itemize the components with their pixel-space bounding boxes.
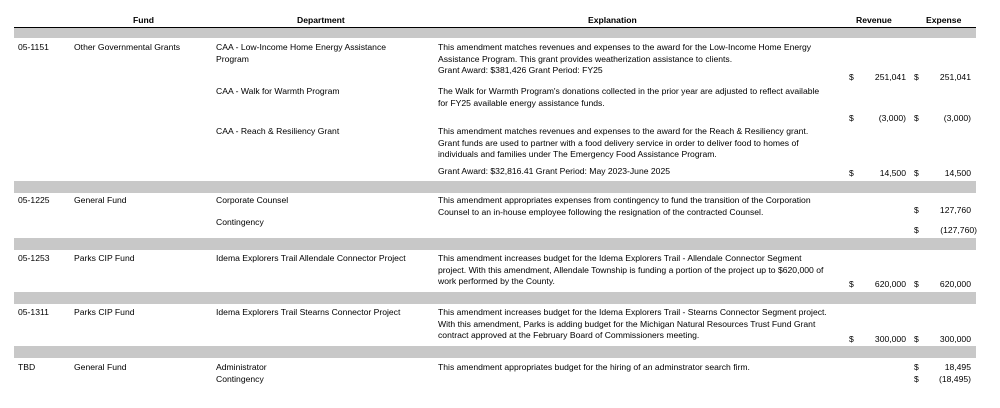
- separator-band: [14, 28, 976, 38]
- separator-band: [14, 292, 976, 304]
- currency-symbol: $: [849, 168, 854, 178]
- expense-value: 14,500: [944, 168, 971, 178]
- currency-symbol: $: [849, 334, 854, 344]
- currency-symbol: $: [849, 113, 854, 123]
- revenue-value: 300,000: [874, 334, 906, 344]
- revenue-value: (3,000): [878, 113, 906, 123]
- expense-value: (127,760): [940, 225, 977, 235]
- currency-symbol: $: [914, 72, 919, 82]
- fund-id: 05-1311: [18, 307, 49, 317]
- explanation-text: This amendment matches revenues and expenses to the award for the Reach & Resiliency grant. Grant funds are used to partner with a food delivery service in order to deliver food to homes of individuals and families under The Emergency Food Assistance Program.: [438, 126, 809, 159]
- fund-id: 05-1151: [18, 42, 49, 52]
- fund-name: General Fund: [74, 362, 127, 372]
- separator-band: [14, 181, 976, 193]
- fund-name: Parks CIP Fund: [74, 253, 135, 263]
- currency-symbol: $: [849, 72, 854, 82]
- explanation-text: The Walk for Warmth Program's donations collected in the prior year are adjusted to reflect available for FY25 available energy assistance funds.: [438, 86, 820, 108]
- header-fund: Fund: [133, 15, 154, 25]
- header-revenue: Revenue: [856, 15, 892, 25]
- department-name: Administrator: [216, 362, 267, 372]
- currency-symbol: $: [849, 279, 854, 289]
- expense-value: (3,000): [943, 113, 971, 123]
- department-name: Idema Explorers Trail Allendale Connector Project: [216, 253, 406, 263]
- currency-symbol: $: [914, 113, 919, 123]
- department-name: Contingency: [216, 217, 264, 227]
- currency-symbol: $: [914, 362, 919, 372]
- explanation-text: This amendment appropriates budget for the hiring of an adminstrator search firm.: [438, 362, 750, 372]
- expense-value: 620,000: [939, 279, 971, 289]
- explanation-text: This amendment increases budget for the Idema Explorers Trail - Stearns Connector Segment project. With this amendment, Parks is adding budget for the Michigan Natural Resources Trust Fund Grant contract approved at the February Board of Commissioners meeting.: [438, 307, 827, 340]
- explanation-grant-info: Grant Award: $381,426 Grant Period: FY25: [438, 65, 603, 75]
- currency-symbol: $: [914, 205, 919, 215]
- expense-value: 251,041: [939, 72, 971, 82]
- revenue-value: 14,500: [879, 168, 906, 178]
- fund-id: 05-1253: [18, 253, 50, 263]
- department-name: Corporate Counsel: [216, 195, 289, 205]
- header-explanation: Explanation: [588, 15, 637, 25]
- expense-value: (18,495): [938, 374, 971, 384]
- revenue-value: 620,000: [874, 279, 906, 289]
- department-name: CAA - Low-Income Home Energy Assistance Program: [216, 42, 387, 64]
- fund-name: General Fund: [74, 195, 127, 205]
- header-expense: Expense: [926, 15, 962, 25]
- department-name: Contingency: [216, 374, 264, 384]
- department-name: CAA - Reach & Resiliency Grant: [216, 126, 340, 136]
- fund-id: 05-1225: [18, 195, 50, 205]
- fund-id: TBD: [18, 362, 36, 372]
- expense-value: 300,000: [939, 334, 971, 344]
- fund-name: Other Governmental Grants: [74, 42, 181, 52]
- currency-symbol: $: [914, 279, 919, 289]
- explanation-grant-info: Grant Award: $32,816.41 Grant Period: May 2023-June 2025: [438, 166, 671, 176]
- currency-symbol: $: [914, 334, 919, 344]
- currency-symbol: $: [914, 374, 919, 384]
- expense-value: 127,760: [939, 205, 971, 215]
- expense-value: 18,495: [944, 362, 971, 372]
- header-department: Department: [297, 15, 345, 25]
- department-name: Idema Explorers Trail Stearns Connector Project: [216, 307, 401, 317]
- currency-symbol: $: [914, 225, 919, 235]
- fund-name: Parks CIP Fund: [74, 307, 135, 317]
- currency-symbol: $: [914, 168, 919, 178]
- separator-band: [14, 238, 976, 250]
- explanation-text: This amendment appropriates expenses from contingency to fund the transition of the Corporation Counsel to an in-house employee following the resignation of the contracted Counsel.: [438, 195, 811, 217]
- revenue-value: 251,041: [874, 72, 906, 82]
- explanation-text: This amendment matches revenues and expenses to the award for the Low-Income Home Energy Assistance Program. This grant provides weatherization assistance to clients.: [438, 42, 812, 64]
- department-name: CAA - Walk for Warmth Program: [216, 86, 340, 96]
- separator-band: [14, 346, 976, 358]
- explanation-text: This amendment increases budget for the Idema Explorers Trail - Allendale Connector Segment project. With this amendment, Allendale Township is funding a portion of the project up to $620,000 of work performed by the County.: [438, 253, 824, 286]
